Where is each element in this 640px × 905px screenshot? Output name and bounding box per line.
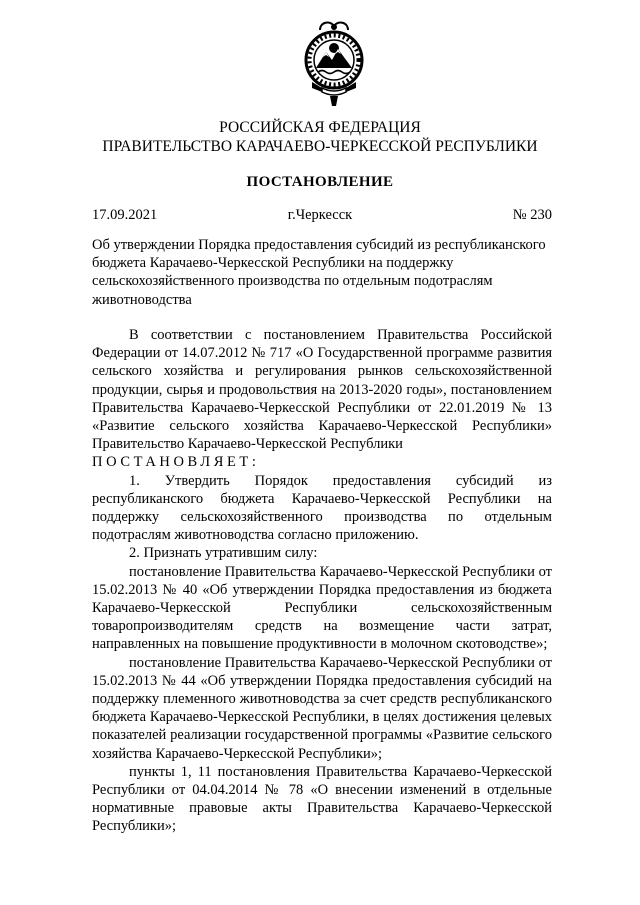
resolves-keyword: ПОСТАНОВЛЯЕТ:	[92, 454, 260, 471]
clause-2-item-a: постановление Правительства Карачаево-Черкесской Республики от 15.02.2013 № 40 «Об утверждении Порядка предоставления из бюджета Карачаево-Черкесской Республики сельскохозяйственным товаропроизводителям средств на возмещение части затрат, направленных на повышение продуктивности в молочном скотоводстве»;	[92, 563, 552, 653]
document-city: г.Черкесск	[287, 207, 353, 223]
header-government: ПРАВИТЕЛЬСТВО КАРАЧАЕВО-ЧЕРКЕССКОЙ РЕСПУБЛИКИ	[102, 138, 538, 155]
clause-2-item-b: постановление Правительства Карачаево-Черкесской Республики от 15.02.2013 № 44 «Об утверждении Порядка предоставления субсидий на поддержку племенного животноводства за счет средств республиканского бюджета Карачаево-Черкесской Республики, в целях достижения целевых показателей реализации государственной программы «Развитие сельского хозяйства Карачаево-Черкесской Республики»;	[92, 654, 552, 762]
intro-paragraph: В соответствии с постановлением Правительства Российской Федерации от 14.07.2012 № 717 «О Государственной программе развития сельского хозяйства и регулирования рынков сельскохозяйственной продукции, сырья и продовольствия на 2013-2020 годы», постановлением Правительства Карачаево-Черкесской Республики от 22.01.2019 № 13 «Развитие сельского хозяйства Карачаево-Черкесской Республики» Правительство Карачаево-Черкесской Республики	[92, 327, 552, 453]
header-country: РОССИЙСКАЯ ФЕДЕРАЦИЯ	[219, 119, 421, 136]
document-title: Об утверждении Порядка предоставления субсидий из республиканского бюджета Карачаево-Черкесской Республики на поддержку сельскохозяйственного производства по отдельным подотраслям животноводства	[92, 237, 546, 308]
document-number: № 230	[512, 207, 552, 223]
clause-2-item-c: пункты 1, 11 постановления Правительства Карачаево-Черкесской Республики от 04.04.2014 № 78 «О внесении изменений в отдельные нормативные правовые акты Правительства Карачаево-Черкесской Республики»;	[92, 763, 552, 835]
document-type-heading: ПОСТАНОВЛЕНИЕ	[246, 174, 394, 190]
document-body	[92, 326, 552, 836]
clause-2: 2. Признать утратившим силу:	[129, 545, 318, 562]
coat-of-arms-emblem	[302, 18, 366, 110]
document-date: 17.09.2021	[92, 207, 158, 223]
clause-1: 1. Утвердить Порядок предоставления субсидий из республиканского бюджета Карачаево-Черкесской Республики на поддержку сельскохозяйственного производства по отдельным подотраслям животноводства согласно приложению.	[92, 472, 552, 544]
